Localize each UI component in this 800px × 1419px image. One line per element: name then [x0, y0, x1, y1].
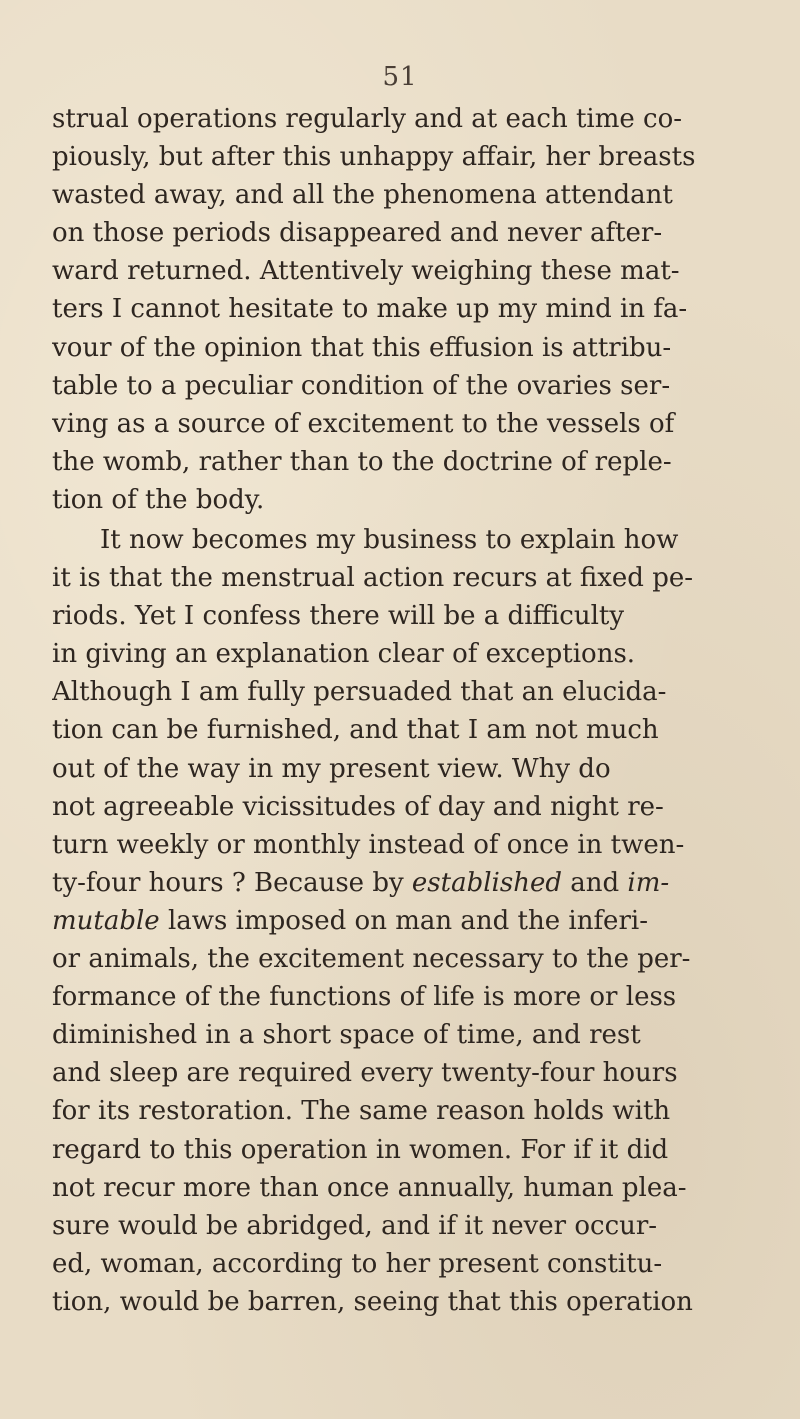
text-line: piously, but after this unhappy affair, her breasts — [52, 142, 696, 173]
italic-word: im- — [627, 867, 670, 898]
text-line: out of the way in my present view. Why do — [52, 753, 611, 784]
text-line: not agreeable vicissitudes of day and night re- — [52, 791, 664, 822]
text-line: the womb, rather than to the doctrine of reple- — [52, 446, 672, 477]
italic-word: mutable — [52, 905, 160, 936]
paragraph-2 — [52, 521, 797, 1321]
text-line: riods. Yet I confess there will be a difficulty — [52, 601, 625, 632]
page-number: 51 — [382, 62, 418, 92]
text-line: ed, woman, according to her present constitu- — [52, 1248, 663, 1279]
text-line: tion, would be barren, seeing that this operation — [52, 1286, 693, 1317]
text-line: strual operations regularly and at each time co- — [52, 104, 683, 134]
text-line: turn weekly or monthly instead of once in twen- — [52, 829, 685, 860]
text-line: not recur more than once annually, human plea- — [52, 1172, 687, 1203]
text-line: tion can be furnished, and that I am not much — [52, 715, 659, 746]
text-segment: and — [562, 867, 628, 898]
text-line: and sleep are required every twenty-four hours — [52, 1058, 678, 1089]
text-line: on those periods disappeared and never after- — [52, 218, 663, 249]
text-line: vour of the opinion that this effusion is attribu- — [52, 332, 672, 363]
paragraph-1 — [52, 100, 797, 519]
text-line: in giving an explanation clear of exceptions. — [52, 639, 636, 670]
text-line: sure would be abridged, and if it never occur- — [52, 1210, 658, 1241]
text-line: for its restoration. The same reason holds with — [52, 1096, 671, 1127]
text-line: Although I am fully persuaded that an elucida- — [52, 677, 667, 708]
text-line-with-italics — [52, 902, 797, 940]
text-line: ters I cannot hesitate to make up my mind in fa- — [52, 294, 688, 325]
text-line: or animals, the excitement necessary to the per- — [52, 944, 691, 975]
text-segment: laws imposed on man and the inferi- — [159, 905, 648, 936]
text-line: it is that the menstrual action recurs at fixed pe- — [52, 563, 694, 594]
text-line: diminished in a short space of time, and rest — [52, 1020, 641, 1051]
text-line: tion of the body. — [52, 484, 265, 515]
text-segment: ty-four hours ? Because by — [52, 867, 412, 898]
text-line: formance of the functions of life is more or less — [52, 982, 677, 1013]
italic-word: established — [411, 867, 562, 898]
text-line: regard to this operation in women. For if it did — [52, 1134, 669, 1165]
text-line: ward returned. Attentively weighing these mat- — [52, 256, 680, 287]
text-line-with-italics — [52, 864, 797, 902]
text-line: wasted away, and all the phenomena attendant — [52, 180, 673, 211]
text-line: ving as a source of excitement to the vessels of — [52, 408, 675, 439]
text-line: table to a peculiar condition of the ovaries ser- — [52, 370, 671, 401]
text-line: It now becomes my business to explain how — [100, 525, 679, 555]
